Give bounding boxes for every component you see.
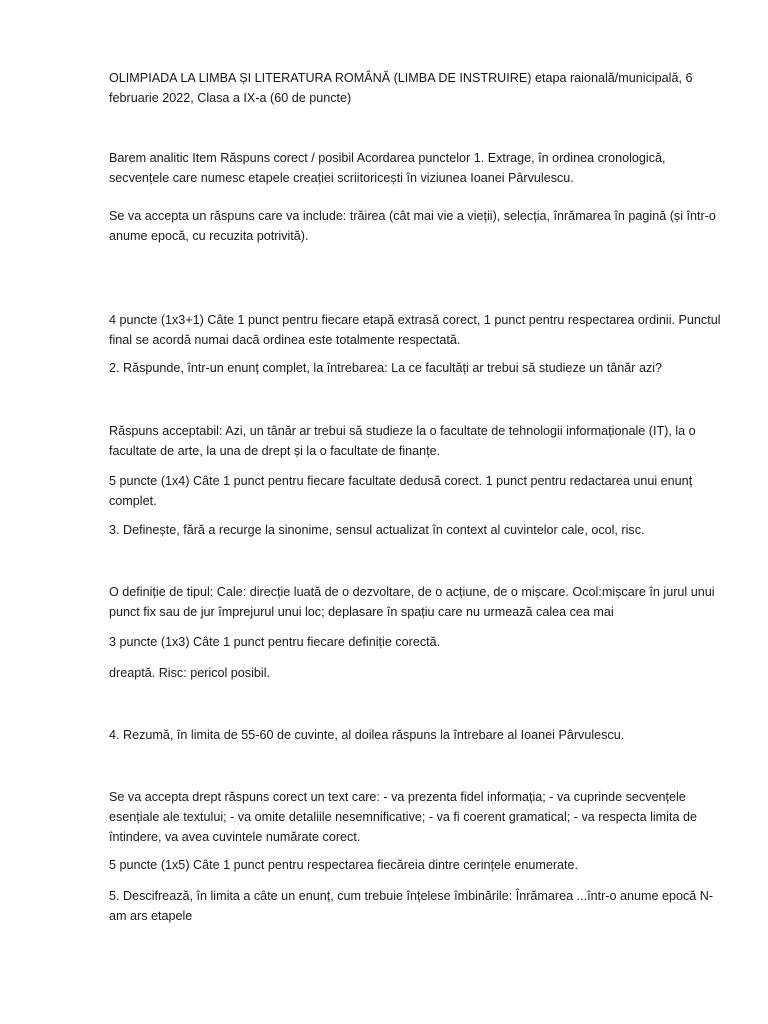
- paragraph-item-3: 3. Definește, fără a recurge la sinonime, sensul actualizat în context al cuvintelor cale, ocol, risc.: [109, 523, 645, 537]
- paragraph-points-1: 4 puncte (1x3+1) Câte 1 punct pentru fiecare etapă extrasă corect, 1 punct pentru respectarea ordinii. Punctul final se acordă numai dacă ordinea este totalmente respectată.: [109, 313, 721, 347]
- paragraph-answer-3: O definiție de tipul: Cale: direcție luată de o dezvoltare, de o acțiune, de o mișcare. Ocol:mișcare în jurul unui punct fix sau de jur împrejurul unui loc; deplasare în spațiu care nu urmează calea cea mai: [109, 585, 715, 619]
- paragraph-barem-item-1: Barem analitic Item Răspuns corect / posibil Acordarea punctelor 1. Extrage, în ordinea cronologică, secvențele care numesc etapele creației scriitoricești în viziunea Ioanei Pârvulescu.: [109, 151, 666, 185]
- paragraph-points-2: 5 puncte (1x4) Câte 1 punct pentru fiecare facultate dedusă corect. 1 punct pentru redactarea unui enunț complet.: [109, 474, 693, 508]
- paragraph-item-5: 5. Descifrează, în limita a câte un enunț, cum trebuie înțelese îmbinările: Înrămarea ...într-o anume epocă N-am ars etapele: [109, 889, 714, 923]
- paragraph-answer-2: Răspuns acceptabil: Azi, un tânăr ar trebui să studieze la o facultate de tehnologii informaționale (IT), la o facultate de arte, la una de drept și la o facultate de finanțe.: [109, 424, 696, 458]
- paragraph-item-2: 2. Răspunde, într-un enunț complet, la întrebarea: La ce facultăți ar trebui să studieze un tânăr azi?: [109, 361, 663, 375]
- paragraph-item-4: 4. Rezumă, în limita de 55-60 de cuvinte, al doilea răspuns la întrebare al Ioanei Pârvulescu.: [109, 728, 625, 742]
- paragraph-answer-4: Se va accepta drept răspuns corect un text care: - va prezenta fidel informația; - va cuprinde secvențele esențiale ale textului; - va omite detaliile nesemnificative; - va fi coerent gramatical; - va respecta limita de întindere, va avea cuvintele numărate corect.: [109, 790, 697, 844]
- paragraph-answer-1: Se va accepta un răspuns care va include: trăirea (cât mai vie a vieții), selecția, înrămarea în pagină (și într-o anume epocă, cu recuzita potrivită).: [109, 209, 716, 243]
- document-heading: OLIMPIADA LA LIMBA ȘI LITERATURA ROMÂNĂ (LIMBA DE INSTRUIRE) etapa raională/municipală, 6 februarie 2022, Clasa a IX-a (60 de puncte): [109, 71, 693, 105]
- paragraph-answer-3-continued: dreaptă. Risc: pericol posibil.: [109, 666, 270, 680]
- paragraph-points-4: 5 puncte (1x5) Câte 1 punct pentru respectarea fiecăreia dintre cerințele enumerate.: [109, 858, 579, 872]
- paragraph-points-3: 3 puncte (1x3) Câte 1 punct pentru fiecare definiție corectă.: [109, 635, 441, 649]
